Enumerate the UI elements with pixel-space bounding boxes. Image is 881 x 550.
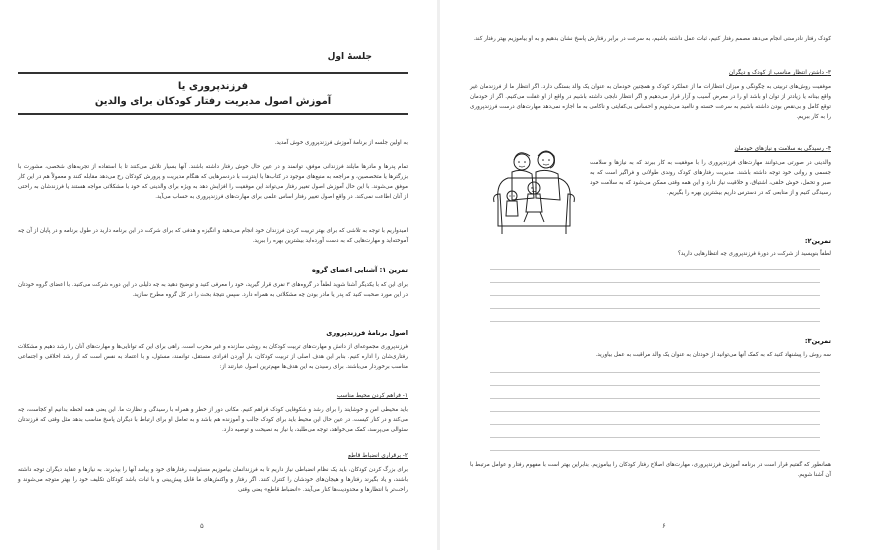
answer-line[interactable] bbox=[490, 270, 820, 283]
answer-line[interactable] bbox=[490, 386, 820, 399]
intro-paragraph-2: امیدواریم با توجه به تلاشی که برای بهتر تربیت کردن فرزندان خود انجام می‌دهید و انگیزه و هدفی که برای شرکت در این برنامه دارید در طول برنامه و در پایان از آن چه آموخته‌اید و مهارت‌هایی که به دست آورده‌اید بیشترین بهره را ببرید. bbox=[18, 228, 408, 244]
answer-line[interactable] bbox=[490, 296, 820, 309]
welcome-text: به اولین جلسه از برنامهٔ آموزش فرزندپروری خوش آمدید. bbox=[274, 140, 408, 146]
exercise2-heading: تمرین۲: bbox=[804, 237, 831, 245]
principle4-text: والدینی در صورتی می‌توانند مهارت‌های فرزندپروری را با موفقیت به کار ببرند که به نیازها و سلامت جسمی و روانی خود توجه داشته باشند. مدیریت رفتارهای کودک روندی طولانی و فراگیر است که به صبر و تحمل، خوش خلقی، اشتیاق، و خلاقیت نیاز دارد و این همه وقتی ممکن می‌شود که به سلامت خود رسیدگی کنیم و از منابعی که در دسترس داریم بیشترین بهره را بگیریم. bbox=[590, 160, 831, 196]
answer-line[interactable] bbox=[490, 283, 820, 296]
principle1-text: باید محیطی امن و خوشایند را برای رشد و شکوفایی کودک فراهم کنیم. مکانی دور از خطر و همراه با رسیدگی و نظارت ما. این یعنی همه لحظه بدانیم او کجاست، چه می‌کند و در کنار کیست. در عین حال این محیط باید برای کودک جالب و آموزنده هم باشد و به تعامل او برای ارتباط با دیگران پاسخ مناسب بدهد مثل وقتی که فرزندتان سئوالی می‌پرسد، کمک می‌خواهد، توجه می‌طلبد، یا نیاز به نصیحت و توصیه دارد. bbox=[18, 407, 408, 433]
closing-text: همانطور که گفتیم قرار است در برنامه آموزش فرزندپروری، مهارت‌های اصلاح رفتار کودکان را بیاموزیم. بنابراین بهتر است با مفهوم رفتار و عوامل مرتبط با آن آشنا شویم. bbox=[470, 462, 831, 478]
principle1-heading: ۱- فراهم کردن محیط مناسب bbox=[336, 393, 408, 399]
exercise2-text: لطفاً بنویسید از شرکت در دورهٔ فرزندپروری چه انتظارهایی دارید؟ bbox=[677, 251, 831, 257]
answer-line[interactable] bbox=[490, 360, 820, 373]
principle3-heading: ۳- داشتن انتظار مناسب از کودک و دیگران bbox=[729, 70, 831, 76]
chapter-title-line2: آموزش اصول مدیریت رفتار کودکان برای والدین bbox=[94, 96, 332, 107]
left-page bbox=[0, 0, 439, 550]
page-number-right: ۶ bbox=[662, 522, 666, 530]
principle4-heading: ۴- رسیدگی به سلامت و نیازهای خودمان bbox=[734, 146, 831, 152]
answer-line[interactable] bbox=[490, 412, 820, 425]
intro-paragraph-1: تمام پدرها و مادرها مایلند فرزندانی موفق، توانمند و در عین حال خوش رفتار داشته باشند. آنها بسیار تلاش می‌کنند تا با استفاده از تجربه‌های شخصی، مشورت با بزرگترها یا متخصصین، و مراجعه به منبع‌های موجود در کتاب‌ها یا اینترنت با دردسرهایی که هنگام مدیریت و پرورش کودکان رخ می‌دهد مقابله کنند و معمولاً هم در این کار موفق می‌شوند. با این حال آموزش اصول تغییر رفتار می‌تواند این موفقیت را افزایش دهد به ویژه برای والدینی که خود با مشکلاتی مواجه هستند یا فرزندشان به راحتی از آنان اطاعت نمی‌کند. در واقع اصول تغییر رفتار اساس علمی برای مهارت‌های فرزندپروری به حساب می‌آید. bbox=[18, 164, 408, 200]
principles-heading: اصول برنامهٔ فرزندپروری bbox=[326, 329, 408, 337]
answer-line[interactable] bbox=[490, 399, 820, 412]
chapter-title-line1: فرزندپروری یا bbox=[177, 81, 249, 92]
chapter-title-box bbox=[18, 72, 408, 115]
exercise3-answer-lines[interactable] bbox=[490, 360, 820, 451]
principles-text: فرزندپروری مجموعه‌ای از دانش و مهارت‌های تربیت کودکان به روشی سازنده و غیر مخرب است. راهی برای این که توانایی‌ها و مهارت‌های آنان را رشد دهیم و مشکلات رفتاری‌شان را اداره کنیم. بنابر این هدف اصلی از تربیت کودکان، بار آوردن افرادی مستقل، توانمند، مسئول، و با اعتماد به نفس است که از رشد اخلاقی و اجتماعی مناسب برخوردار می‌باشند. برای رسیدن به این هدف‌ها مهم‌ترین اصول عبارتند از: bbox=[18, 344, 408, 370]
exercise3-heading: تمرین۳: bbox=[804, 337, 831, 345]
exercise1-text: برای این که با یکدیگر آشنا شوید لطفاً در گروه‌های ۳ نفری قرار گیرید، خود را معرفی کنید و توضیح دهید به چه دلیلی در این دوره شرکت می‌کنید. با اعضای گروه خودتان در این مورد صحبت کنید که پدر یا مادر بودن چه مشکلاتی به همراه دارد. سپس نتیجهٔ بحث را در کل گروه مطرح سازید. bbox=[18, 282, 408, 298]
answer-line[interactable] bbox=[490, 373, 820, 386]
exercise3-text: سه روش را پیشنهاد کنید که به کمک آنها می‌توانید از خودتان به عنوان یک والد مراقبت به عمل بیاورید. bbox=[595, 352, 831, 358]
principle2-heading: ۲- برقراری انضباط قاطع bbox=[348, 453, 408, 459]
principle2-text: برای بزرگ کردن کودکان، باید یک نظام انضباطی نیاز داریم تا به فرزندانمان بیاموزیم مسئولیت رفتارهای خود و پیامد آنها را بپذیرند. به نیازها و عقاید دیگران توجه داشته باشند، و یاد بگیرند رفتارها و هیجان‌های خودشان را کنترل کنند. اگر رفتار و واکنش‌های ما قابل پیش‌بینی و با ثبات باشد کودکان تکلیف خود را بهتر متوجه می‌شوند و راحت‌تر با انتظارها و محدودیت‌ها کنار می‌آیند. «انضباط قاطع» یعنی وقتی bbox=[18, 467, 408, 493]
session-title: جلسهٔ اول bbox=[327, 52, 372, 62]
answer-line[interactable] bbox=[490, 438, 820, 451]
exercise2-answer-lines[interactable] bbox=[490, 257, 820, 322]
page-number-left: ۵ bbox=[200, 522, 204, 530]
exercise1-heading: تمرین ۱: آشنایی اعضای گروه bbox=[311, 266, 408, 274]
answer-line[interactable] bbox=[490, 425, 820, 438]
continued-text: کودک رفتار نادرستی انجام می‌دهد مصمم رفتار کنیم، ثبات عمل داشته باشیم، به سرعت در برابر رفتارش پاسخ نشان بدهیم و به او بیاموزیم بهتر رفتار کند. bbox=[473, 36, 831, 42]
answer-line[interactable] bbox=[490, 257, 820, 270]
family-illustration bbox=[488, 142, 580, 238]
answer-line[interactable] bbox=[490, 309, 820, 322]
principle3-text: موفقیت روش‌های تربیتی به چگونگی و میزان انتظارات ما از عملکرد کودک و همچنین خودمان به عنوان یک والد بستگی دارد. اگر انتظار ما از فرزندمان غیر واقع بینانه یا زیادتر از توان او باشد او را در معرض آسیب و آزار قرار می‌دهیم و اگر انتظار نابجی داشته باشیم در واقع از او غفلت می‌کنیم. اگر از خودمان توقع کامل و بی‌نقص بودن داشته باشیم به سرعت خسته و ناامید می‌شویم و احساس بی‌کفایتی و ناکامی به ما اجازه نمی‌دهد مهارت‌های درست فرزندپروری را به کار ببریم. bbox=[470, 84, 831, 120]
